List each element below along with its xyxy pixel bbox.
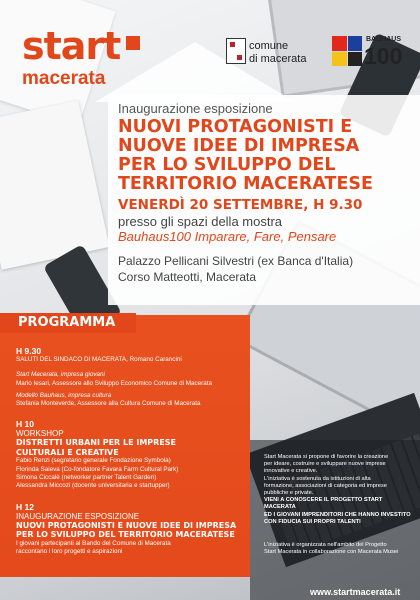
- project-description: [264, 454, 414, 556]
- session-time: H 10: [16, 419, 34, 430]
- description-line: L'iniziativa è sostenuta da istituzioni di alta: [264, 475, 371, 482]
- bauhaus-number: 100: [364, 43, 403, 69]
- session-line: SALUTI DEL SINDACO DI MACERATA, Romano Carancini: [16, 356, 182, 363]
- title-line: PER LO SVILUPPO DEL: [118, 155, 336, 175]
- speaker: Alessandra Miccozi (docente universitaria e startupper): [16, 482, 170, 490]
- session-topic: Start Macerata, impresa giovani: [16, 371, 105, 379]
- notebook-decoration: [0, 100, 109, 270]
- logo-square: [126, 36, 140, 50]
- organizer-note: Start Macerata in collaborazione con Macerata Musei: [264, 549, 399, 556]
- title-line: NUOVI PROTAGONISTI E: [118, 117, 353, 137]
- speaker: Fabio Renzi (segretario generale Fondazione Symbola): [16, 457, 171, 465]
- speaker: Simona Ciccalè (networker partner Talent Garden): [16, 474, 157, 482]
- description-line: Start Macerata si propone di favorire la creazione: [264, 454, 389, 460]
- title-line: NUOVE IDEE DI IMPRESA: [118, 136, 360, 156]
- call-to-action-line: VIENI A CONOSCERE IL PROGETTO START MACERATA: [264, 497, 383, 511]
- session-label: WORKSHOP: [16, 429, 64, 439]
- bauhaus-grid-icon: [332, 36, 362, 66]
- description-line: pubbliche e private.: [264, 490, 314, 497]
- title-line: TERRITORIO MACERATESE: [118, 174, 373, 194]
- organizer-note: L'iniziativa è organizzata nell'ambito del Progetto: [264, 542, 387, 549]
- speaker: Stefania Monteverde, Assessore alla Cultura Comune di Macerata: [16, 400, 201, 408]
- comune-line: di macerata: [249, 53, 307, 65]
- address-line: Palazzo Pellicani Silvestri (ex Banca d'Italia): [118, 254, 354, 268]
- event-venue-intro: presso gli spazi della mostra: [118, 214, 283, 229]
- event-date: VENERDÌ 20 SETTEMBRE, H 9.30: [118, 197, 363, 213]
- program-title: PROGRAMMA: [18, 315, 116, 330]
- comune-line: comune: [249, 40, 289, 52]
- speaker: Mario Iesari, Assessore allo Sviluppo Economico Comune di Macerata: [16, 379, 212, 387]
- event-address: [118, 253, 413, 285]
- session-label: INAUGURAZIONE ESPOSIZIONE: [16, 511, 140, 521]
- description-line: formazione, associazioni di categoria ed imprese: [264, 482, 387, 489]
- session-title: PER LO SVILUPPO DEL TERRITORIO MACERATESE: [16, 530, 235, 540]
- start-wordmark: start: [22, 24, 121, 68]
- session-title: CULTURALI E CREATIVE: [16, 447, 119, 457]
- event-title: [118, 118, 413, 194]
- session-note: I giovani partecipanti al Bando del Comune di Macerata: [16, 539, 171, 547]
- bauhaus-label: BAUHAUS: [366, 36, 401, 43]
- call-to-action-line: CON FIDUCIA SUI PROPRI TALENTI: [264, 518, 361, 525]
- description-line: innovative e creative.: [264, 468, 318, 475]
- speaker: Florinda Saieva (Co-fondatore Favara Farm Cultural Park): [16, 465, 179, 473]
- session-note: raccontano i loro progetti e aspirazioni: [16, 547, 123, 555]
- comune-logo-text: [249, 40, 306, 66]
- session-time: H 12: [16, 501, 34, 512]
- address-line: Corso Matteotti, Macerata: [118, 270, 257, 284]
- bauhaus-logo: [328, 30, 404, 72]
- session-title: NUOVI PROTAGONISTI E NUOVE IDEE DI IMPRESA: [16, 520, 237, 530]
- program-body: [16, 346, 248, 556]
- session-title: DISTRETTI URBANI PER LE IMPRESE: [16, 438, 176, 448]
- crest-icon: [226, 38, 246, 64]
- session-time: H 9.30: [16, 346, 42, 356]
- session-topic: Modello Bauhaus, impresa cultura: [16, 391, 112, 399]
- exhibition-name: Bauhaus100 Imparare, Fare, Pensare: [118, 229, 337, 244]
- call-to-action-line: ED I GIOVANI IMPRENDITORI CHE HANNO INVESTITO: [264, 511, 411, 518]
- event-header: [118, 101, 413, 285]
- description-line: per ideare, costruire e sviluppare nuove imprese: [264, 461, 386, 468]
- event-type: Inaugurazione esposizione: [118, 101, 273, 116]
- website-link[interactable]: www.startmacerata.it: [310, 587, 401, 597]
- macerata-wordmark: macerata: [22, 68, 106, 89]
